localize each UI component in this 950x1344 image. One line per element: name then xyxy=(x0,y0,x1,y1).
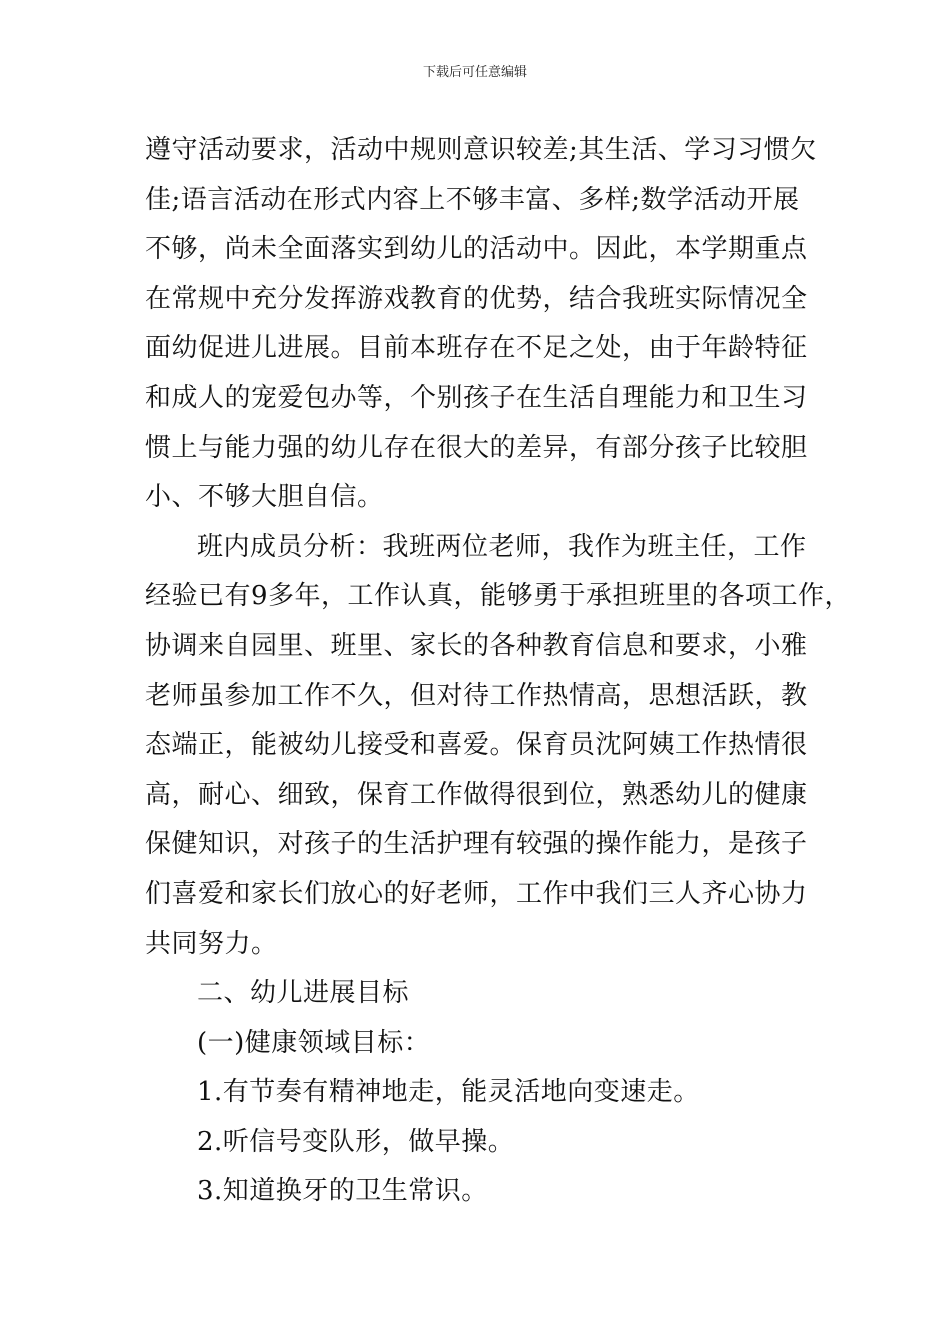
text-line: 态端正，能被幼儿接受和喜爱。保育员沈阿姨工作热情很 xyxy=(145,730,808,761)
list-item: 1.有节奏有精神地走，能灵活地向变速走。 xyxy=(197,1077,700,1108)
subsection-title: (一)健康领域目标： xyxy=(197,1027,431,1058)
text-line: 惯上与能力强的幼儿存在很大的差异，有部分孩子比较胆 xyxy=(145,432,808,463)
paragraph-2 xyxy=(145,523,852,969)
list-item: 2.听信号变队形，做早操。 xyxy=(197,1126,515,1157)
text-line: 高，耐心、细致，保育工作做得很到位，熟悉幼儿的健康 xyxy=(145,779,808,810)
text-line: 协调来自园里、班里、家长的各种教育信息和要求，小雅 xyxy=(145,630,808,661)
text-line: 小、不够大胆自信。 xyxy=(145,482,384,513)
section-title: 二、幼儿进展目标 xyxy=(197,978,410,1009)
text-line: 班内成员分析：我班两位老师，我作为班主任，工作 xyxy=(197,531,807,562)
text-line: 佳;语言活动在形式内容上不够丰富、多样;数学活动开展 xyxy=(145,184,800,215)
text-line: 和成人的宠爱包办等，个别孩子在生活自理能力和卫生习 xyxy=(145,382,808,413)
text-line: 面幼促进儿进展。目前本班存在不足之处，由于年龄特征 xyxy=(145,333,808,364)
text-line: 遵守活动要求，活动中规则意识较差;其生活、学习习惯欠 xyxy=(145,135,817,165)
paragraph-1 xyxy=(145,126,825,523)
goal-list xyxy=(145,1068,825,1217)
text-line: 经验已有9多年，工作认真，能够勇于承担班里的各项工作， xyxy=(145,581,852,612)
text-line: 们喜爱和家长们放心的好老师，工作中我们三人齐心协力 xyxy=(145,878,808,909)
list-item: 3.知道换牙的卫生常识。 xyxy=(197,1176,488,1207)
document-body xyxy=(145,126,852,1217)
text-line: 不够，尚未全面落实到幼儿的活动中。因此，本学期重点 xyxy=(145,234,808,265)
text-line: 保健知识，对孩子的生活护理有较强的操作能力，是孩子 xyxy=(145,829,808,860)
text-line: 老师虽参加工作不久，但对待工作热情高，思想活跃，教 xyxy=(145,680,808,711)
page-header: 下载后可任意编辑 xyxy=(422,65,527,80)
text-line: 共同努力。 xyxy=(145,928,278,959)
text-line: 在常规中充分发挥游戏教育的优势，结合我班实际情况全 xyxy=(145,283,808,314)
